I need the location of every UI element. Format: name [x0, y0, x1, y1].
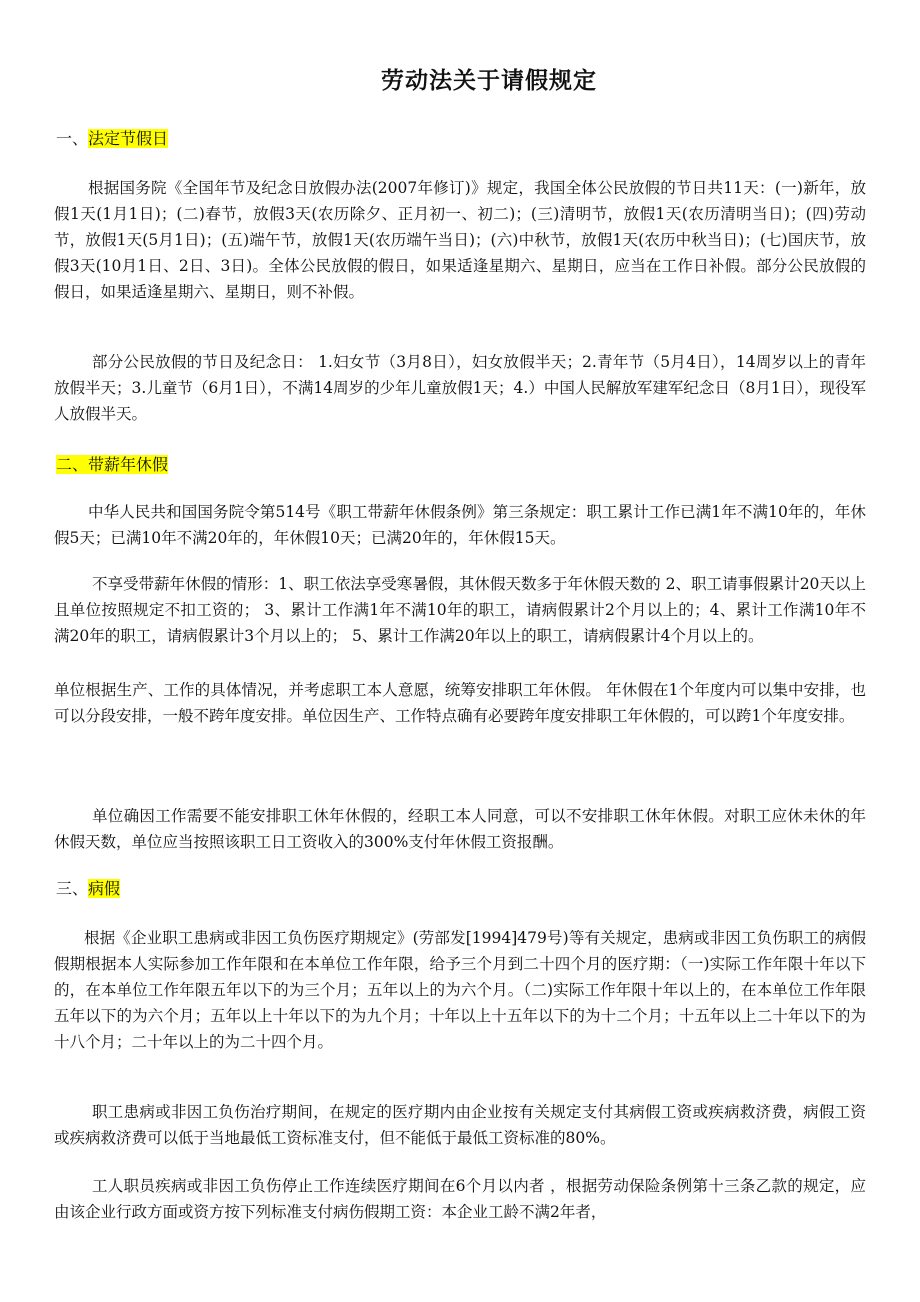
paragraph-no-annual-leave: 不享受带薪年休假的情形：1、职工依法享受寒暑假，其休假天数多于年休假天数的 2、职工请事假累计20天以上且单位按照规定不扣工资的； 3、累计工作满1年不满10年的职工，请病假累计2个月以上的；4、累计工作满10年不满20年的职工，请病假累计3个月以上的； 5、累计工作满20年以上的职工，请病假累计4个月以上的。: [54, 575, 866, 645]
section-3-heading: [56, 877, 120, 901]
section-3-number: 三、: [56, 879, 89, 898]
section-1-number: 一、: [56, 129, 89, 148]
paragraph-holidays: 根据国务院《全国年节及纪念日放假办法(2007年修订)》规定，我国全体公民放假的节日共11天：(一)新年，放假1天(1月1日)；(二)春节，放假3天(农历除夕、正月初一、初二)；(三)清明节，放假1天(农历清明当日)；(四)劳动节，放假1天(5月1日)；(五)端午节，放假1天(农历端午当日)；(六)中秋节，放假1天(农历中秋当日)；(七)国庆节，放假3天(10月1日、2日、3日)。全体公民放假的假日，如果适逢星期六、星期日，应当在工作日补假。部分公民放假的假日，如果适逢星期六、星期日，则不补假。: [54, 179, 866, 301]
section-2-heading: [56, 453, 168, 477]
section-2-number: 二、: [56, 455, 89, 474]
paragraph-sick-pay: 职工患病或非因工负伤治疗期间，在规定的医疗期内由企业按有关规定支付其病假工资或疾病救济费，病假工资或疾病救济费可以低于当地最低工资标准支付，但不能低于最低工资标准的80%。: [54, 1103, 866, 1147]
paragraph-partial-holidays: 部分公民放假的节日及纪念日： 1.妇女节（3月8日），妇女放假半天；2.青年节（5月4日），14周岁以上的青年放假半天；3.儿童节（6月1日），不满14周岁的少年儿童放假1天；4.）中国人民解放军建军纪念日（8月1日），现役军人放假半天。: [54, 353, 866, 423]
section-1-title: 法定节假日: [88, 129, 169, 148]
section-3-title: 病假: [88, 879, 121, 898]
paragraph-sick-leave-period: 根据《企业职工患病或非因工负伤医疗期规定》(劳部发[1994]479号)等有关规定，患病或非因工负伤职工的病假假期根据本人实际参加工作年限和在本单位工作年限，给予三个月到二十四个月的医疗期：（一)实际工作年限十年以下的，在本单位工作年限五年以下的为三个月；五年以上的为六个月。（二)实际工作年限十年以上的，在本单位工作年限五年以下的为六个月；五年以上十年以下的为九个月；十年以上十五年以下的为十二个月；十五年以上二十年以下的为十八个月；二十年以上的为二十四个月。: [54, 929, 866, 1051]
paragraph-unused-leave: 单位确因工作需要不能安排职工休年休假的，经职工本人同意，可以不安排职工休年休假。对职工应休未休的年休假天数，单位应当按照该职工日工资收入的300%支付年休假工资报酬。: [54, 807, 866, 851]
document-title: 劳动法关于请假规定: [381, 68, 597, 94]
paragraph-leave-arrangement: 单位根据生产、工作的具体情况，并考虑职工本人意愿，统筹安排职工年休假。 年休假在1个年度内可以集中安排，也可以分段安排，一般不跨年度安排。单位因生产、工作特点确有必要跨年度安排职工年休假的，可以跨1个年度安排。: [54, 681, 866, 725]
paragraph-annual-leave: 中华人民共和国国务院令第514号《职工带薪年休假条例》第三条规定：职工累计工作已满1年不满10年的，年休假5天；已满10年不满20年的，年休假10天；已满20年的，年休假15天。: [54, 503, 866, 547]
section-1-heading: [56, 127, 168, 151]
section-2-title: 带薪年休假: [88, 455, 169, 474]
paragraph-sick-wage-standard: 工人职员疾病或非因工负伤停止工作连续医疗期间在6个月以内者 ，根据劳动保险条例第十三条乙款的规定，应由该企业行政方面或资方按下列标准支付病伤假期工资：本企业工龄不满2年者，: [54, 1177, 866, 1221]
